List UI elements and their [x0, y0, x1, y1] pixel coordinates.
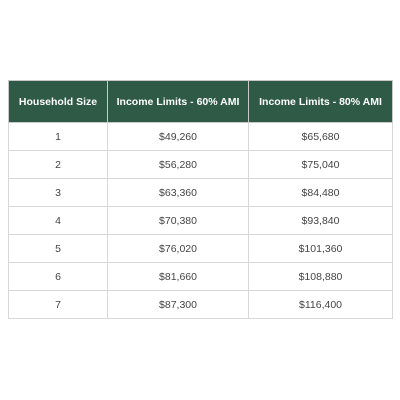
household-size-cell: 7 [9, 291, 108, 319]
income-60-ami-cell: $49,260 [108, 123, 249, 151]
header-household-size: Household Size [9, 81, 108, 123]
table-row [9, 179, 393, 207]
income-60-ami-cell: $87,300 [108, 291, 249, 319]
table-header-row [9, 81, 393, 123]
household-size-cell: 2 [9, 151, 108, 179]
header-income-limits-80-ami: Income Limits - 80% AMI [249, 81, 393, 123]
table-row [9, 151, 393, 179]
income-60-ami-cell: $81,660 [108, 263, 249, 291]
income-80-ami-cell: $108,880 [249, 263, 393, 291]
income-80-ami-cell: $75,040 [249, 151, 393, 179]
income-80-ami-cell: $116,400 [249, 291, 393, 319]
table-row [9, 235, 393, 263]
table-row [9, 123, 393, 151]
income-60-ami-cell: $76,020 [108, 235, 249, 263]
income-80-ami-cell: $84,480 [249, 179, 393, 207]
household-size-cell: 1 [9, 123, 108, 151]
table-row [9, 291, 393, 319]
household-size-cell: 6 [9, 263, 108, 291]
household-size-cell: 5 [9, 235, 108, 263]
header-income-limits-60-ami: Income Limits - 60% AMI [108, 81, 249, 123]
table-row [9, 263, 393, 291]
household-size-cell: 3 [9, 179, 108, 207]
table-row [9, 207, 393, 235]
income-80-ami-cell: $65,680 [249, 123, 393, 151]
income-60-ami-cell: $70,380 [108, 207, 249, 235]
income-80-ami-cell: $101,360 [249, 235, 393, 263]
income-80-ami-cell: $93,840 [249, 207, 393, 235]
income-limits-table [8, 80, 393, 319]
household-size-cell: 4 [9, 207, 108, 235]
income-60-ami-cell: $63,360 [108, 179, 249, 207]
income-60-ami-cell: $56,280 [108, 151, 249, 179]
